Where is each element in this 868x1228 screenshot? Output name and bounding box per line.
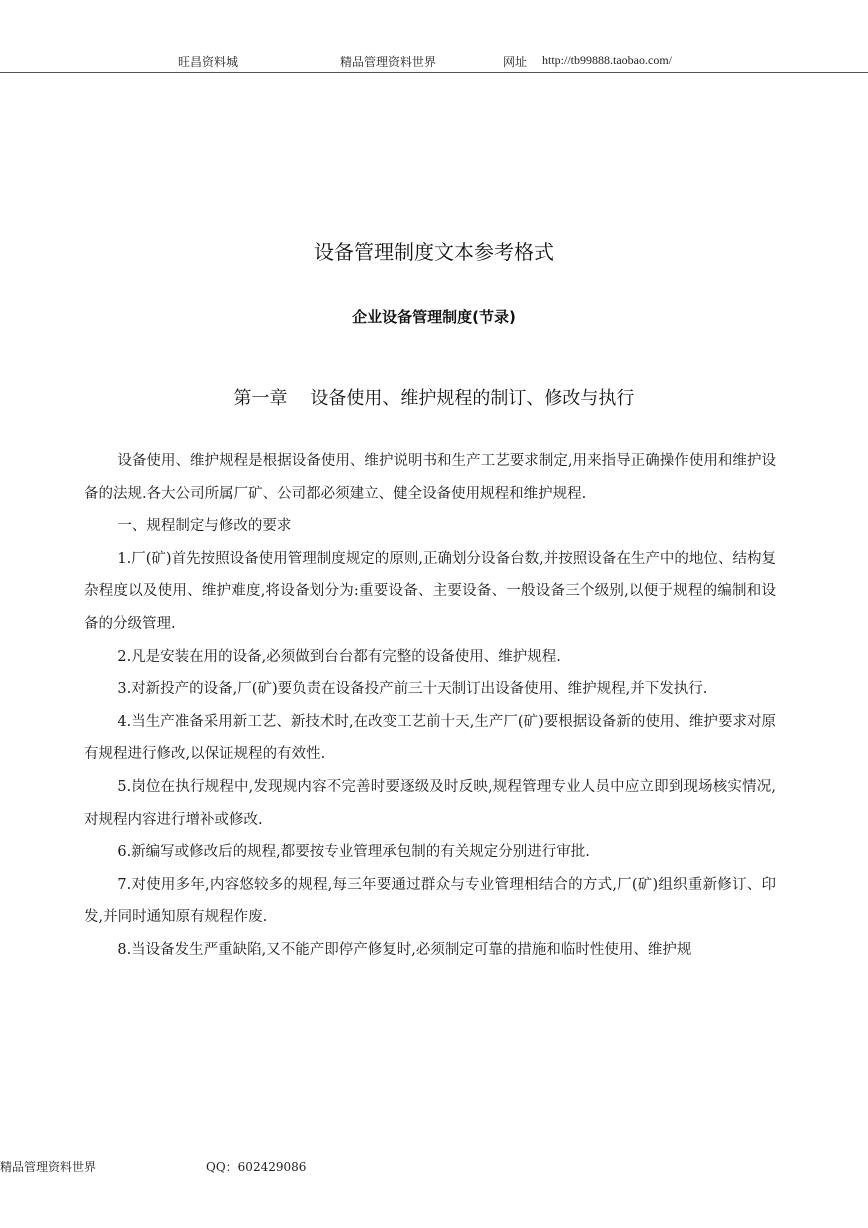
page-footer (0, 1158, 868, 1178)
body-paragraph: 6.新编写或修改后的规程,都要按专业管理承包制的有关规定分别进行审批. (117, 844, 590, 861)
section-heading: 一、规程制定与修改的要求 (117, 518, 292, 535)
document-body (84, 445, 776, 967)
header-site-name: 精品管理资料世界 (340, 55, 437, 69)
header-shop-name: 旺昌资料城 (178, 55, 239, 69)
body-paragraph: 3.对新投产的设备,厂(矿)要负责在设备投产前三十天制订出设备使用、维护规程,并下发执行. (117, 681, 708, 698)
document-subtitle: 企业设备管理制度(节录) (352, 308, 516, 326)
body-paragraph: 4.当生产准备采用新工艺、新技术时,在改变工艺前十天,生产厂(矿)要根据设备新的使用、维护要求对原有规程进行修改,以保证规程的有效性. (84, 713, 776, 763)
footer-site-name: 精品管理资料世界 (0, 1160, 97, 1174)
chapter-heading: 第一章 设备使用、维护规程的制订、修改与执行 (233, 388, 635, 409)
document-title: 设备管理制度文本参考格式 (314, 240, 554, 264)
body-paragraph: 7.对使用多年,内容悠较多的规程,每三年要通过群众与专业管理相结合的方式,厂(矿)组织重新修订、印发,并同时通知原有规程作废. (84, 876, 776, 926)
body-paragraph: 设备使用、维护规程是根据设备使用、维护说明书和生产工艺要求制定,用来指导正确操作使用和维护设备的法规.各大公司所属厂矿、公司都必须建立、健全设备使用规程和维护规程. (84, 453, 776, 502)
page-header (0, 52, 868, 73)
body-paragraph: 1.厂(矿)首先按照设备使用管理制度规定的原则,正确划分设备台数,并按照设备在生产中的地位、结构复杂程度以及使用、维护难度,将设备划分为:重要设备、主要设备、一般设备三个级别,以便于规程的编制和设备的分级管理. (84, 550, 776, 632)
body-paragraph: 2.凡是安装在用的设备,必须做到台台都有完整的设备使用、维护规程. (117, 648, 561, 665)
header-url-link[interactable]: http://tb99888.taobao.com/ (542, 53, 672, 67)
body-paragraph: 5.岗位在执行规程中,发现规内容不完善时要逐级及时反映,规程管理专业人员中应立即到现场核实情况,对规程内容进行增补或修改. (84, 778, 776, 828)
body-paragraph: 8.当设备发生严重缺陷,又不能产即停产修复时,必须制定可靠的措施和临时性使用、维护规 (117, 941, 692, 958)
header-url-label: 网址 (503, 55, 528, 69)
footer-qq-contact: QQ：602429086 (206, 1160, 307, 1174)
